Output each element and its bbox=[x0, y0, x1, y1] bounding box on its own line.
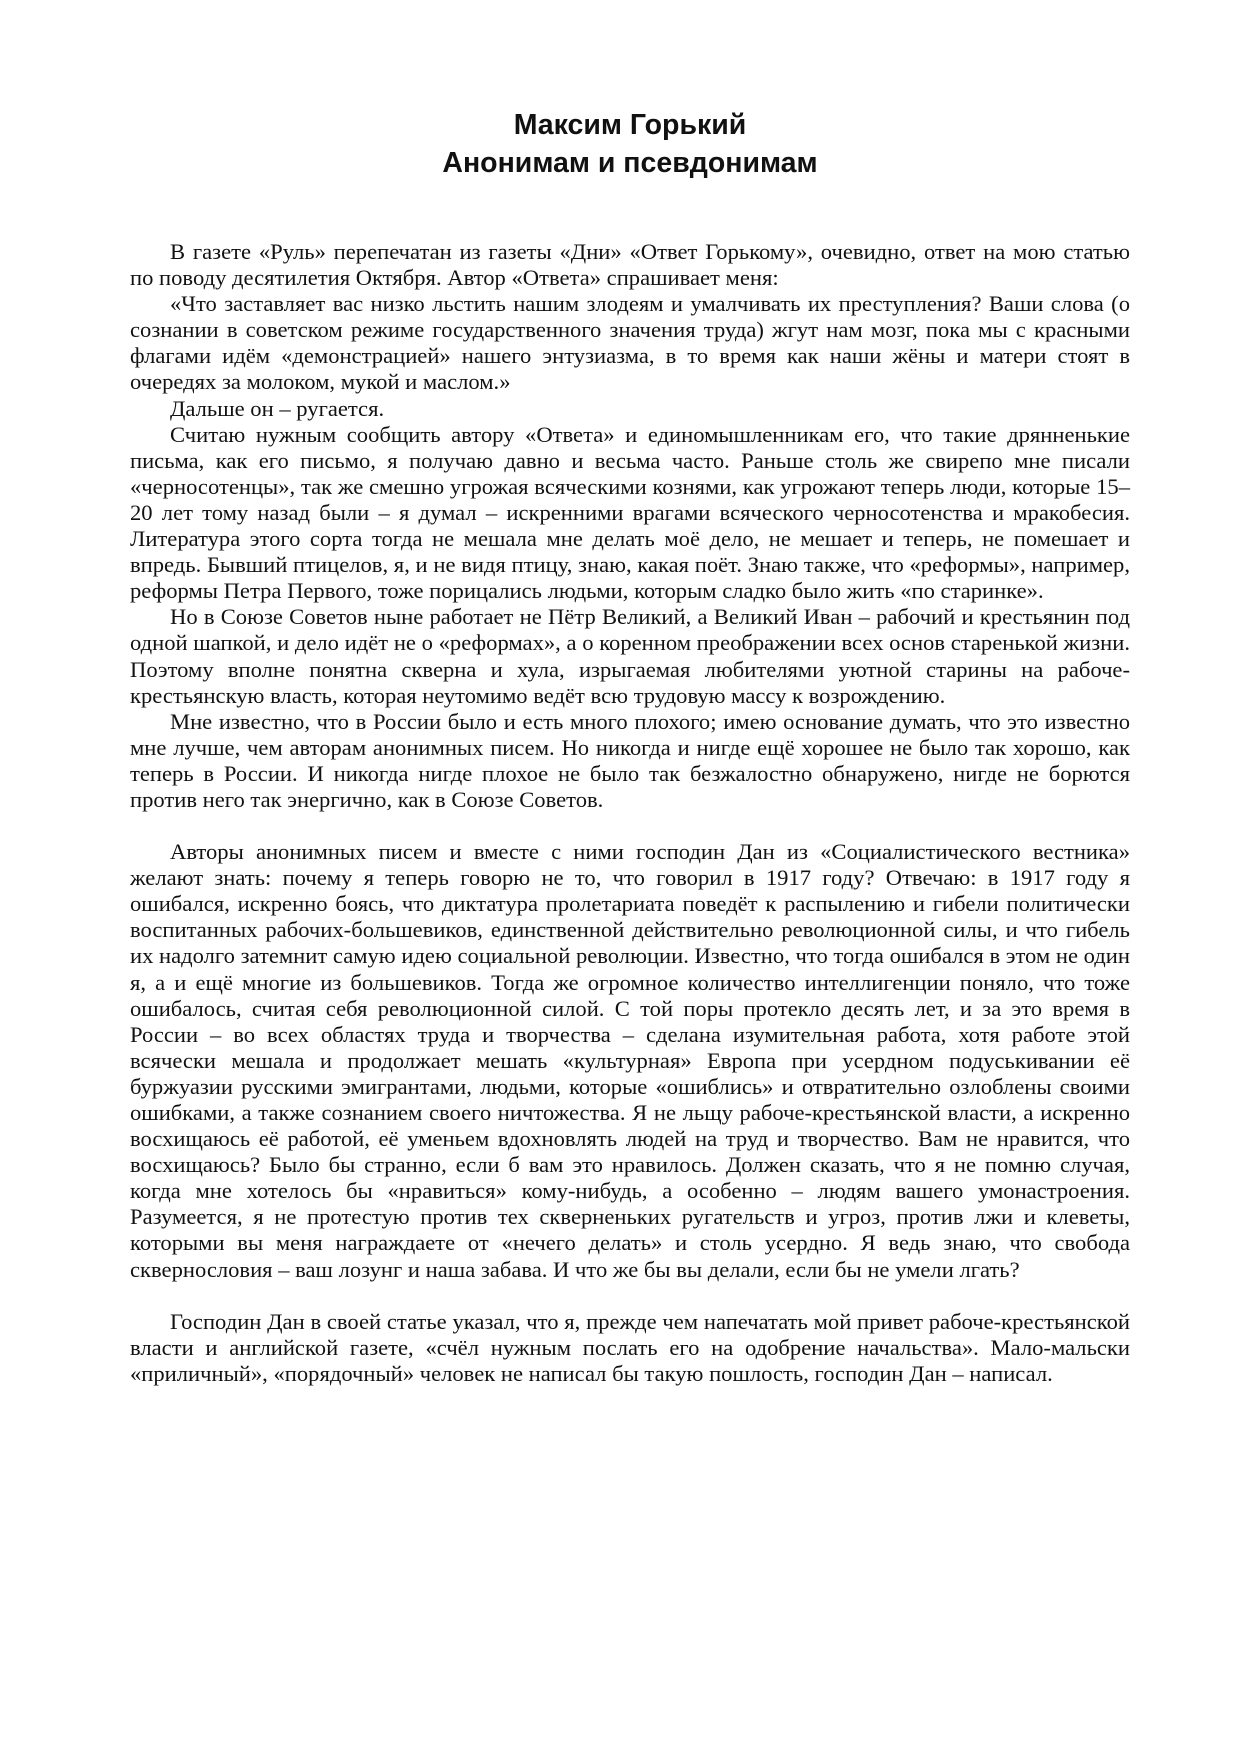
paragraph: Дальше он – ругается. bbox=[170, 395, 385, 421]
author-name: Максим Горький bbox=[513, 109, 747, 141]
paragraph-quote: «Что заставляет вас низко льстить нашим злодеям и умалчивать их преступления? Ваши слова (о сознании в советском режиме государственного значения труда) жгут нам мозг, пока мы с красными флагами идём «демонстрацией» нашего энтузиазма, в то время как наши жёны и матери стоят в очередях за молоком, мукой и маслом.» bbox=[130, 291, 1130, 395]
paragraph: Мне известно, что в России было и есть много плохого; имею основание думать, что это известно мне лучше, чем авторам анонимных писем. Но никогда и нигде ещё хорошее не было так хорошо, как теперь в России. И никогда нигде плохое не было так безжалостно обнаружено, нигде не борются против него так энергично, как в Союзе Советов. bbox=[130, 708, 1130, 812]
paragraph: Авторы анонимных писем и вместе с ними господин Дан из «Социалистического вестника» желают знать: почему я теперь говорю не то, что говорил в 1917 году? Отвечаю: в 1917 году я ошибался, искренно боясь, что диктатура пролетариата поведёт к распылению и гибели политически воспитанных рабочих-большевиков, единственной действительно революционной силы, и что гибель их надолго затемнит самую идею социальной революции. Известно, что тогда ошибался в этом не один я, а и ещё многие из большевиков. Тогда же огромное количество интеллигенции поняло, что тоже ошибалось, считая себя революционной силой. С той поры протекло десять лет, и за это время в России – во всех областях труда и творчества – сделана изумительная работа, хотя работе этой всячески мешала и продолжает мешать «культурная» Европа при усердном подуськивании её буржуазии русскими эмигрантами, людьми, которые «ошиблись» и отвратительно озлоблены своими ошибками, а также сознанием своего ничтожества. Я не льщу рабоче-крестьянской власти, а искренно восхищаюсь её работой, её уменьем вдохновлять людей на труд и творчество. Вам не нравится, что восхищаюсь? Было бы странно, если б вам это нравилось. Должен сказать, что я не помню случая, когда мне хотелось бы «нравиться» кому-нибудь, а особенно – людям вашего умонастроения. Разумеется, я не протестую против тех скверненьких ругательств и угроз, против лжи и клеветы, которыми вы меня награждаете от «нечего делать» и столь усердно. Я ведь знаю, что свобода сквернословия – ваш лозунг и наша забава. И что же бы вы делали, если бы не умели лгать? bbox=[130, 839, 1130, 1282]
article-title: Анонимам и псевдонимам bbox=[442, 147, 818, 179]
document-page bbox=[130, 106, 1130, 1387]
paragraph: Считаю нужным сообщить автору «Ответа» и единомышленникам его, что такие дрянненькие письма, как его письмо, я получаю давно и весьма часто. Раньше столь же свирепо мне писали «черносотенцы», так же смешно угрожая всяческими кознями, как угрожают теперь люди, которые 15–20 лет тому назад были – я думал – искренними врагами всяческого черносотенства и мракобесия. Литература этого сорта тогда не мешала мне делать моё дело, не мешает и теперь, не помешает и впредь. Бывший птицелов, я, и не видя птицу, знаю, какая поёт. Знаю также, что «реформы», например, реформы Петра Первого, тоже порицались людьми, которым сладко было жить «по старинке». bbox=[130, 421, 1130, 604]
article-body bbox=[130, 239, 1130, 1387]
title-block bbox=[130, 106, 1130, 182]
paragraph: В газете «Руль» перепечатан из газеты «Дни» «Ответ Горькому», очевидно, ответ на мою статью по поводу десятилетия Октября. Автор «Ответа» спрашивает меня: bbox=[130, 239, 1130, 291]
paragraph: Господин Дан в своей статье указал, что я, прежде чем напечатать мой привет рабоче-крестьянской власти и английской газете, «счёл нужным послать его на одобрение начальства». Мало-мальски «приличный», «порядочный» человек не написал бы такую пошлость, господин Дан – написал. bbox=[130, 1308, 1130, 1386]
paragraph: Но в Союзе Советов ныне работает не Пётр Великий, а Великий Иван – рабочий и крестьянин под одной шапкой, и дело идёт не о «реформах», а о коренном преображении всех основ старенькой жизни. Поэтому вполне понятна скверна и хула, изрыгаемая любителями уютной старины на рабоче-крестьянскую власть, которая неутомимо ведёт всю трудовую массу к возрождению. bbox=[130, 604, 1130, 708]
